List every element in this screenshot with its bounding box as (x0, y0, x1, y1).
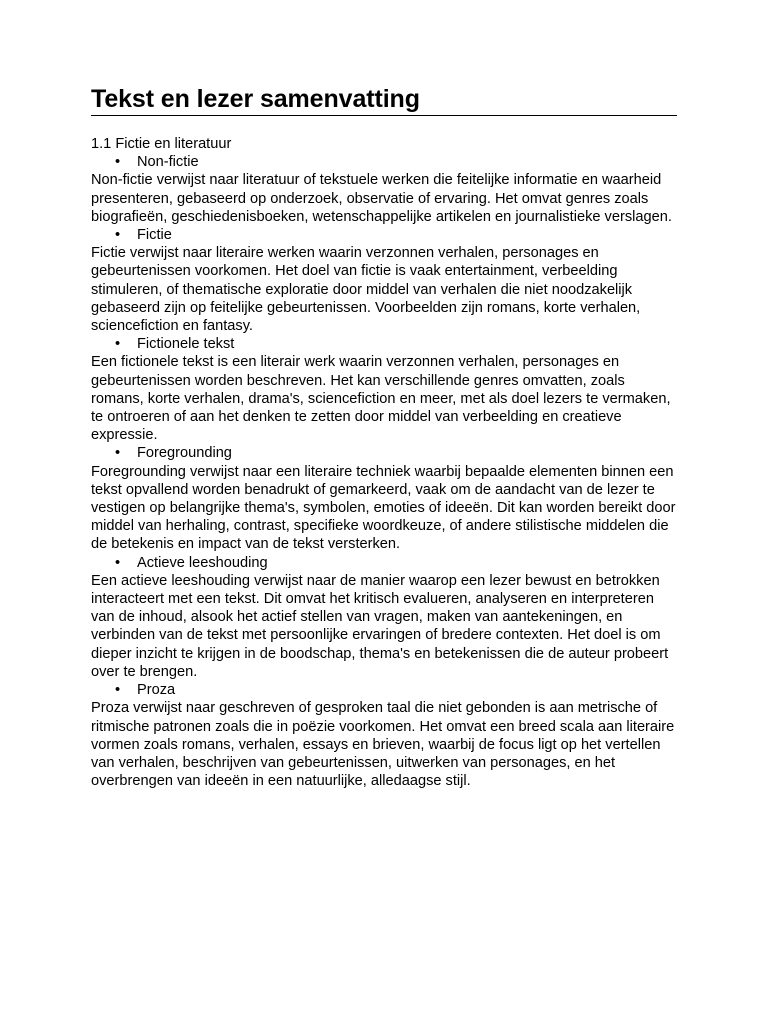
entry-paragraph: Fictie verwijst naar literaire werken waarin verzonnen verhalen, personages en gebeurtenissen voorkomen. Het doel van fictie is vaak entertainment, verbeelding stimuleren, of thematische exploratie door middel van verhalen die niet noodzakelijk gebaseerd zijn op feitelijke gebeurtenissen. Voorbeelden zijn romans, korte verhalen, sciencefiction en fantasy. (91, 245, 641, 335)
document-title: Tekst en lezer samenvatting (91, 84, 677, 116)
entry-proza (91, 681, 677, 790)
entry-fictionele-tekst (91, 335, 677, 444)
bullet-item (91, 226, 677, 244)
entry-term: Proza (137, 682, 176, 699)
entry-term: Fictie (137, 227, 172, 244)
entry-term: Fictionele tekst (137, 336, 235, 353)
bullet-item (91, 153, 677, 171)
entry-term: Non-fictie (137, 154, 199, 171)
entry-paragraph: Non-fictie verwijst naar literatuur of tekstuele werken die feitelijke informatie en waarheid presenteren, gebaseerd op onderzoek, observatie of ervaring. Het omvat genres zoals biografieën, geschiedenisboeken, wetenschappelijke artikelen en journalistieke verslagen. (91, 172, 672, 225)
bullet-icon: • (115, 336, 121, 353)
entry-paragraph: Een fictionele tekst is een literair werk waarin verzonnen verhalen, personages en gebeurtenissen worden beschreven. Het kan verschillende genres omvatten, zoals romans, korte verhalen, drama's, sciencefiction en meer, met als doel lezers te vermaken, te ontroeren of aan het denken te zetten door middel van verbeelding en creatieve expressie. (91, 354, 671, 444)
entry-paragraph: Proza verwijst naar geschreven of gesproken taal die niet gebonden is aan metrische of ritmische patronen zoals die in poëzie voorkomen. Het omvat een breed scala aan literaire vormen zoals romans, verhalen, essays en brieven, waarbij de focus ligt op het vertellen van verhalen, beschrijven van gebeurtenissen, uitwerken van personages, en het overbrengen van ideeën in een natuurlijke, alledaagse stijl. (91, 700, 675, 790)
document-page (91, 84, 677, 790)
bullet-item (91, 681, 677, 699)
bullet-icon: • (115, 227, 121, 244)
section-heading: 1.1 Fictie en literatuur (91, 136, 232, 152)
bullet-icon: • (115, 445, 121, 462)
bullet-item (91, 335, 677, 353)
entry-term: Foregrounding (137, 445, 232, 462)
entry-paragraph: Foregrounding verwijst naar een literaire techniek waarbij bepaalde elementen binnen een tekst opvallend worden benadrukt of gemarkeerd, vaak om de aandacht van de lezer te vestigen op belangrijke thema's, symbolen, emoties of ideeën. Dit kan worden bereikt door middel van herhaling, contrast, specifieke woordkeuze, of andere stilistische middelen die de betekenis en impact van de tekst versterken. (91, 463, 676, 553)
entry-fictie (91, 226, 677, 335)
bullet-icon: • (115, 682, 121, 699)
entry-non-fictie (91, 153, 677, 226)
bullet-icon: • (115, 554, 121, 571)
entry-term: Actieve leeshouding (137, 554, 268, 571)
entry-paragraph: Een actieve leeshouding verwijst naar de manier waarop een lezer bewust en betrokken interacteert met een tekst. Dit omvat het kritisch evalueren, analyseren en interpreteren van de inhoud, alsook het actief stellen van vragen, maken van aantekeningen, en verbinden van de tekst met persoonlijke ervaringen of bredere contexten. Het doel is om dieper inzicht te krijgen in de boodschap, thema's en betekenissen die de auteur probeert over te brengen. (91, 572, 669, 680)
bullet-item (91, 444, 677, 462)
bullet-icon: • (115, 154, 121, 171)
bullet-item (91, 554, 677, 572)
entry-foregrounding (91, 444, 677, 553)
entry-actieve-leeshouding (91, 554, 677, 681)
